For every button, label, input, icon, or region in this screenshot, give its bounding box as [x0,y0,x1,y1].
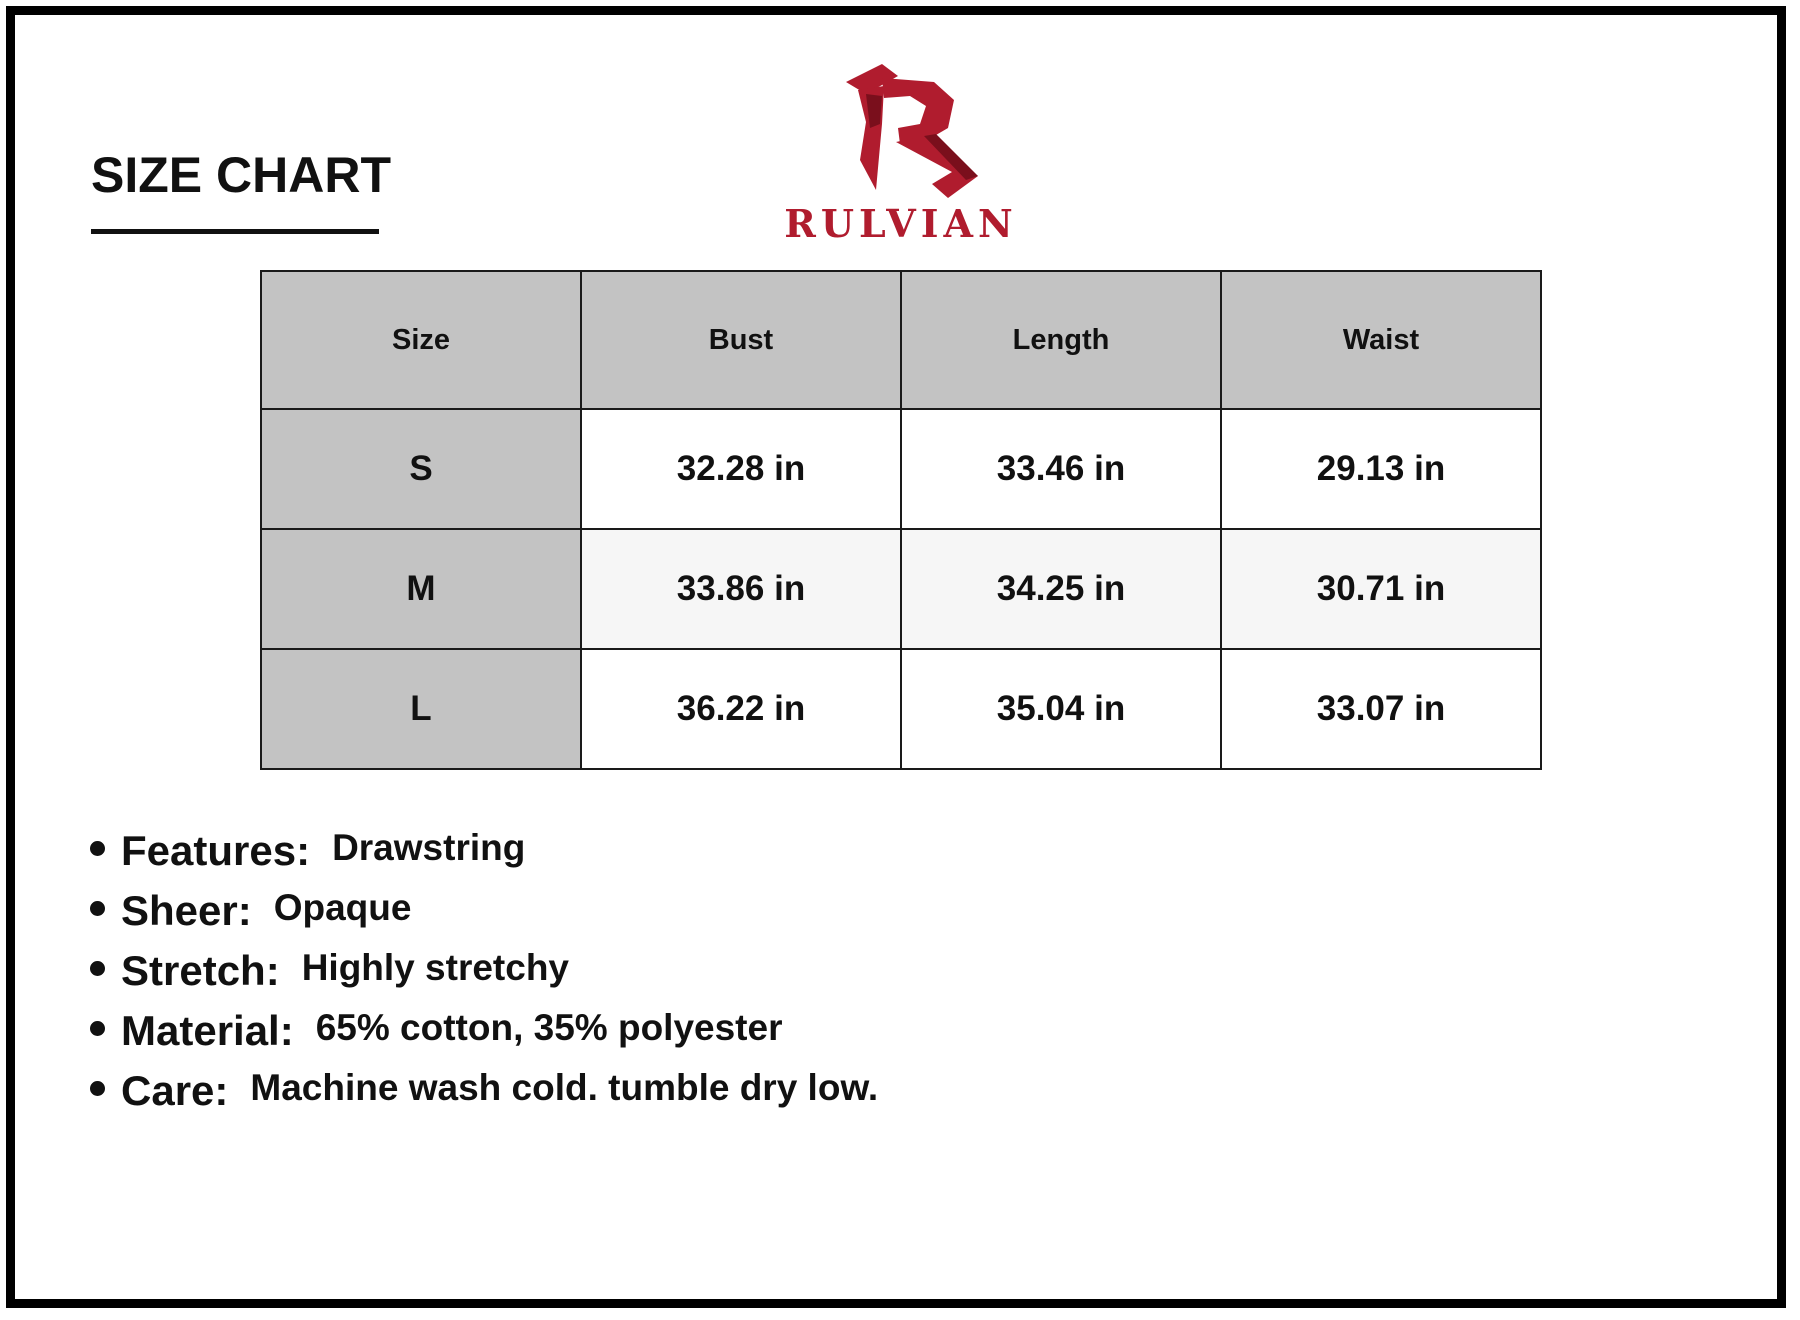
bust-cell: 32.28 in [581,409,901,529]
bust-cell: 36.22 in [581,649,901,769]
length-cell: 33.46 in [901,409,1221,529]
spec-list [90,818,878,1118]
length-cell: 35.04 in [901,649,1221,769]
bullet-icon [90,901,105,916]
length-cell: 34.25 in [901,529,1221,649]
header-waist: Waist [1221,271,1541,409]
spec-key: Stretch: [121,947,280,994]
size-cell: M [261,529,581,649]
table-header-row [261,271,1541,409]
waist-cell: 29.13 in [1221,409,1541,529]
spec-value: Highly stretchy [301,947,569,988]
title-underline [91,229,379,234]
table-row [261,649,1541,769]
waist-cell: 30.71 in [1221,529,1541,649]
bullet-icon [90,1021,105,1036]
spec-item-features [90,818,878,878]
spec-item-material [90,998,878,1058]
bullet-icon [90,961,105,976]
spec-key: Sheer: [121,887,252,934]
spec-item-care [90,1058,878,1118]
brand-name: RULVIAN [784,201,1018,246]
bust-cell: 33.86 in [581,529,901,649]
spec-value: Drawstring [332,827,526,868]
spec-item-stretch [90,938,878,998]
size-cell: L [261,649,581,769]
spec-value: 65% cotton, 35% polyester [315,1007,783,1048]
spec-value: Opaque [273,887,412,928]
table-row [261,529,1541,649]
header-length: Length [901,271,1221,409]
header-bust: Bust [581,271,901,409]
size-table [260,270,1542,770]
spec-value: Machine wash cold. tumble dry low. [250,1067,879,1108]
bullet-icon [90,1081,105,1096]
waist-cell: 33.07 in [1221,649,1541,769]
rulvian-r-logo-icon [836,64,978,204]
spec-key: Care: [121,1067,229,1114]
size-cell: S [261,409,581,529]
header-size: Size [261,271,581,409]
bullet-icon [90,841,105,856]
spec-key: Features: [121,827,311,874]
table-row [261,409,1541,529]
page-title: SIZE CHART [91,147,391,203]
spec-item-sheer [90,878,878,938]
spec-key: Material: [121,1007,294,1054]
